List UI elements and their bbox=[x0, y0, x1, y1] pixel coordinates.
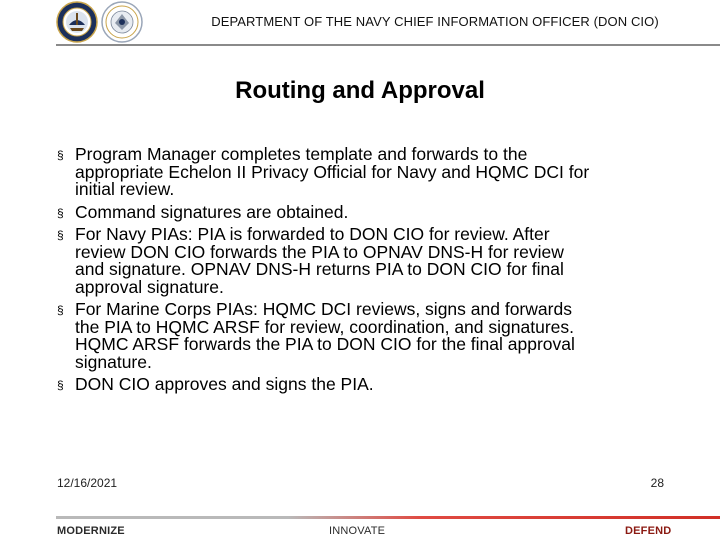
bullet-line: Program Manager completes template and forwards to the bbox=[75, 144, 528, 164]
bullet-line: review DON CIO forwards the PIA to OPNAV DNS-H for review bbox=[75, 241, 564, 262]
bullet-item bbox=[56, 376, 676, 394]
footer-word-modernize: MODERNIZE bbox=[57, 525, 125, 537]
bullet-line: HQMC ARSF forwards the PIA to DON CIO for the final approval bbox=[75, 334, 575, 354]
bullet-item bbox=[56, 201, 676, 222]
bullet-line: For Navy PIAs: PIA is forwarded to DON CIO for review. After bbox=[75, 224, 550, 244]
page-number: 28 bbox=[650, 476, 664, 490]
bullet-marker-icon: § bbox=[57, 148, 64, 162]
bullet-item bbox=[56, 301, 676, 371]
footer-date: 12/16/2021 bbox=[57, 476, 118, 490]
bullet-line: initial review. bbox=[75, 179, 175, 199]
bullet-line: For Marine Corps PIAs: HQMC DCI reviews, signs and forwards bbox=[75, 299, 572, 319]
bullet-marker-icon: § bbox=[57, 303, 64, 317]
bullet-list bbox=[56, 146, 676, 399]
footer-word-innovate: INNOVATE bbox=[329, 525, 386, 537]
bullet-line: the PIA to HQMC ARSF for review, coordination, and signatures. bbox=[75, 316, 574, 337]
bullet-line: DON CIO approves and signs the PIA. bbox=[75, 374, 374, 394]
bullet-item bbox=[56, 226, 676, 296]
bullet-line: approval signature. bbox=[75, 276, 224, 297]
navy-seal-icon bbox=[56, 1, 98, 43]
bullet-line: Command signatures are obtained. bbox=[75, 201, 349, 222]
bullet-line: signature. bbox=[75, 351, 152, 372]
bullet-line: and signature. OPNAV DNS-H returns PIA to DON CIO for final bbox=[75, 259, 564, 279]
bullet-marker-icon: § bbox=[57, 205, 64, 220]
slide-title: Routing and Approval bbox=[235, 77, 485, 104]
don-cio-seal-icon bbox=[101, 1, 143, 43]
bullet-marker-icon: § bbox=[57, 378, 64, 392]
bullet-item bbox=[56, 146, 676, 199]
footer-word-defend: DEFEND bbox=[625, 525, 672, 537]
bullet-line: appropriate Echelon II Privacy Official for Navy and HQMC DCI for bbox=[75, 161, 590, 182]
header-divider bbox=[56, 44, 720, 46]
header-title: DEPARTMENT OF THE NAVY CHIEF INFORMATION OFFICER (DON CIO) bbox=[211, 14, 659, 29]
bullet-marker-icon: § bbox=[57, 228, 64, 242]
footer-accent-bar bbox=[56, 516, 720, 519]
